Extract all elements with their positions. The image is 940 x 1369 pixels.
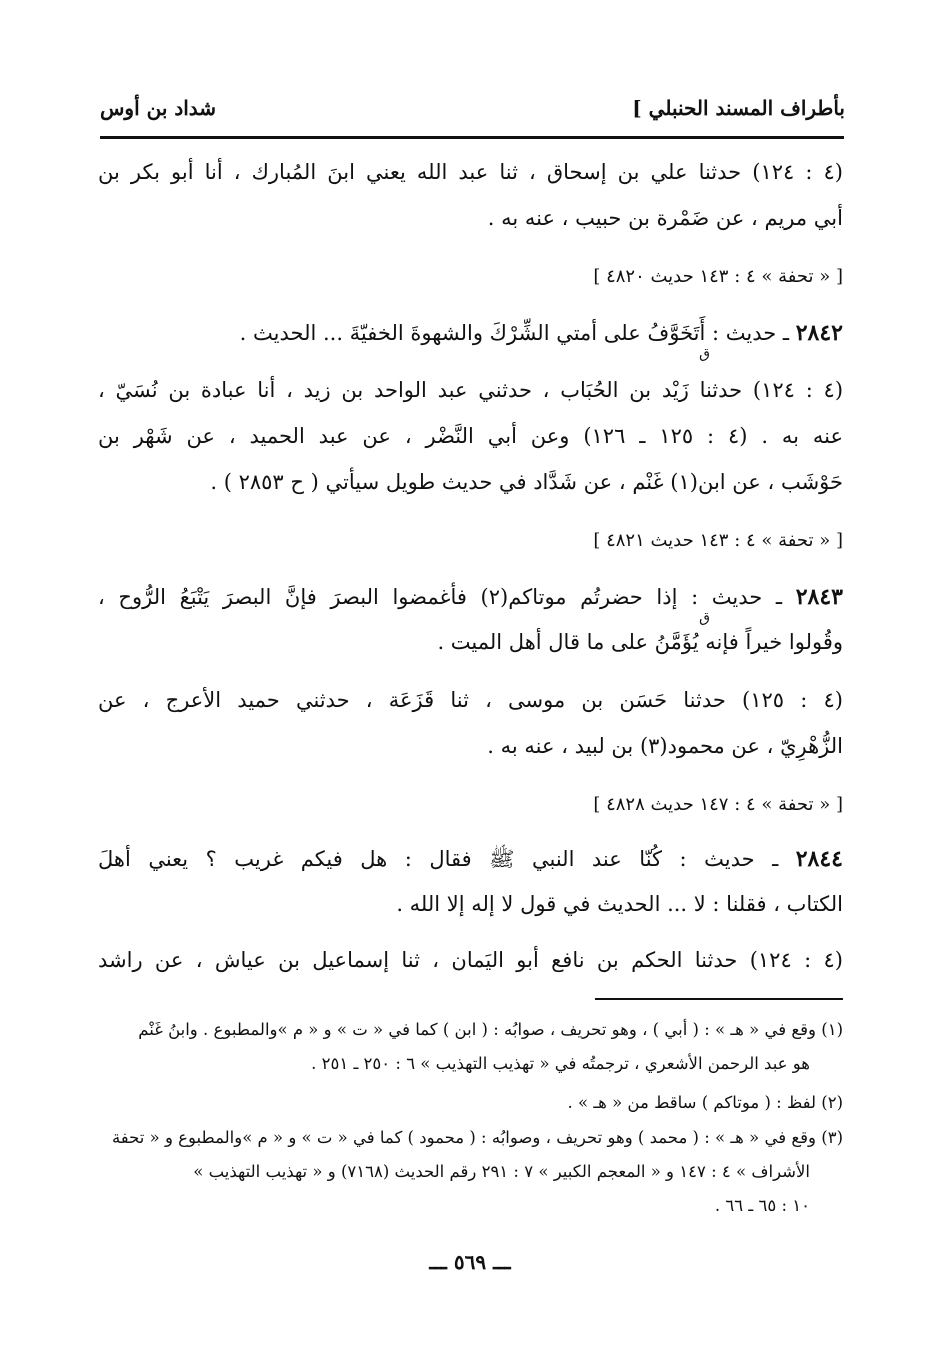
hadith-2844-matn-line-2: الكتاب ، فقلنا : لا ... الحديث في قول لا إله إلا الله .: [396, 892, 843, 916]
hadith-2842-matn: [98, 320, 843, 346]
hadith-text: ـ حديث : كُنّا عند النبي ﷺ فقال : هل فيكم غريب ؟ يعني أهلَ: [98, 847, 796, 871]
hadith-2842-isnad-line-1: (٤ : ١٢٤) حدثنا زَيْد بن الحُبَاب ، حدثني عبد الواحد بن زيد ، أنا عبادة بن نُسَيّ ،: [98, 378, 844, 402]
hadith-text: ـ حديث : أَتَخَوَّفُ على أمتي الشِّرْكَ والشهوةَ الخفيّةَ ... الحديث .: [239, 321, 796, 345]
intro-tuhfa-reference: [ « تحفة » ٤ : ١٤٣ حديث ٤٨٢٠ ]: [593, 266, 843, 287]
hadith-2842-tuhfa-reference: [ « تحفة » ٤ : ١٤٣ حديث ٤٨٢١ ]: [593, 530, 843, 551]
footnote-3-line-1: (٣) وقع في « هـ » : ( محمد ) وهو تحريف ، وصوابُه : ( محمود ) كما في « ت » و « م »والمطبوع و « تحفة: [111, 1128, 843, 1147]
footnote-3-line-2: الأشراف » ٤ : ١٤٧ و « المعجم الكبير » ٧ : ٢٩١ رقم الحديث (٧١٦٨) و « تهذيب التهذيب »: [193, 1162, 810, 1181]
footnote-1-line-2: هو عبد الرحمن الأشعري ، ترجمتُه في « تهذيب التهذيب » ٦ : ٢٥٠ ـ ٢٥١ .: [311, 1054, 810, 1073]
page-number: ـــ ٥٦٩ ـــ: [429, 1250, 511, 1274]
source-marker: ق: [699, 346, 710, 362]
running-header-section-title: شداد بن أوس: [100, 96, 217, 120]
hadith-number: ٢٨٤٤: [795, 846, 843, 872]
hadith-2843-isnad-line-2: الزُّهْرِيّ ، عن محمود(٣) بن لبيد ، عنه به .: [487, 734, 843, 758]
footnote-1-line-1: (١) وقع في « هـ » : ( أبي ) ، وهو تحريف ، صوابُه : ( ابن ) كما في « ت » و « م »والمطبوع . وابنُ غَنْم: [138, 1020, 843, 1039]
footnote-separator: [595, 998, 843, 1000]
hadith-2843-isnad-line-1: (٤ : ١٢٥) حدثنا حَسَن بن موسى ، ثنا قَزَعَة ، حدثني حميد الأعرج ، عن: [98, 688, 843, 712]
hadith-2844-isnad-line-1: (٤ : ١٢٤) حدثنا الحكم بن نافع أبو اليَمان ، ثنا إسماعيل بن عياش ، عن راشد: [98, 948, 843, 972]
header-rule: [100, 136, 844, 139]
hadith-2842-isnad-line-3: حَوْشَب ، عن ابن(١) غَنْم ، عن شَدَّاد في حديث طويل سيأتي ( ح ٢٨٥٣ ) .: [210, 470, 843, 494]
intro-isnad-line-1: (٤ : ١٢٤) حدثنا علي بن إسحاق ، ثنا عبد الله يعني ابنَ المُبارك ، أنا أبو بكر بن: [98, 160, 843, 184]
footnote-2-line-1: (٢) لفظ : ( موتاكم ) ساقط من « هـ » .: [567, 1093, 843, 1112]
footnote-3-line-3: ١٠ : ٦٥ ـ ٦٦ .: [714, 1196, 810, 1215]
hadith-number: ٢٨٤٢: [795, 320, 843, 346]
source-marker: ق: [699, 610, 710, 626]
hadith-number: ٢٨٤٣: [795, 584, 843, 610]
hadith-text: ـ حديث : إذا حضرتُم موتاكم(٢) فأغمضوا البصرَ فإنَّ البصرَ يَتْبَعُ الرُّوح ،: [98, 585, 796, 609]
intro-isnad-line-2: أبي مريم ، عن ضَمْرة بن حبيب ، عنه به .: [487, 206, 843, 230]
hadith-2843-tuhfa-reference: [ « تحفة » ٤ : ١٤٧ حديث ٤٨٢٨ ]: [593, 794, 843, 815]
hadith-2844-matn-line-1: [98, 846, 843, 877]
hadith-2843-matn-line-1: [98, 584, 843, 610]
hadith-2842-isnad-line-2: عنه به . (٤ : ١٢٥ ـ ١٢٦) وعن أبي النَّضْر ، عن عبد الحميد ، عن شَهْر بن: [98, 424, 843, 448]
running-header-book-title: بأطراف المسند الحنبلي ]: [632, 96, 845, 120]
hadith-2843-matn-line-2: وقُولوا خيراً فإنه يُؤَمَّنُ على ما قال أهل الميت .: [437, 630, 843, 654]
